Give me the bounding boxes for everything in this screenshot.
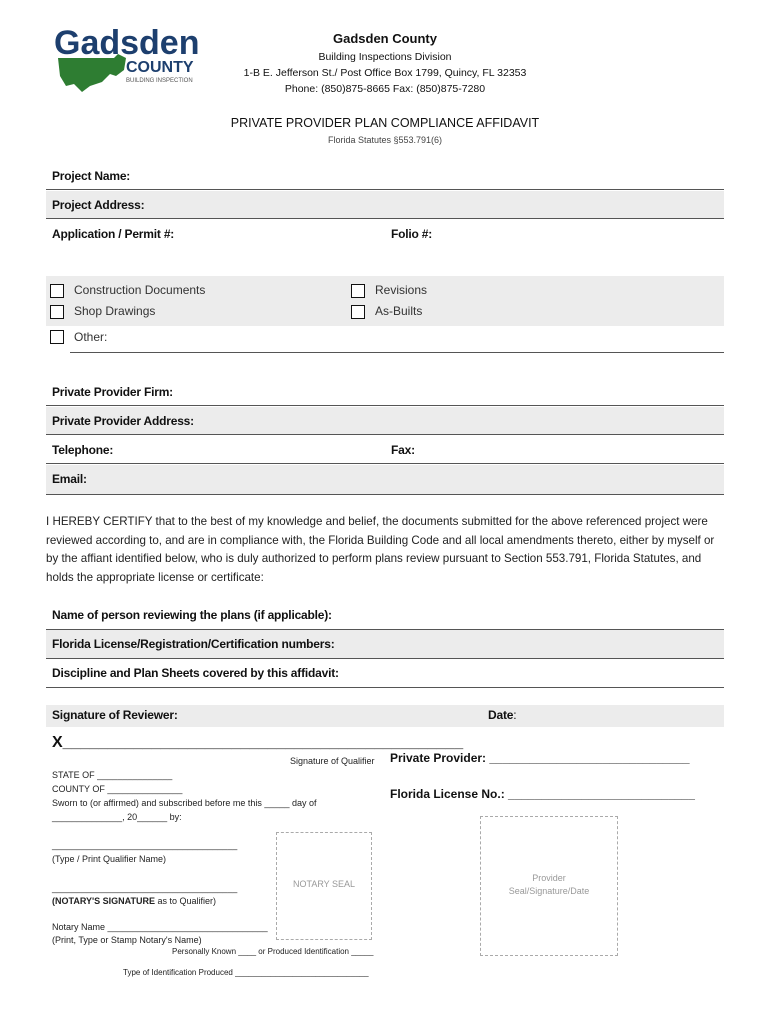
- notary-seal-box: [276, 832, 372, 940]
- project-address-row[interactable]: [46, 191, 724, 219]
- project-name-label: Project Name:: [52, 169, 131, 183]
- discipline-label: Discipline and Plan Sheets covered by this affidavit:: [52, 666, 339, 680]
- reviewer-signature-label: Signature of Reviewer:: [52, 708, 178, 722]
- telephone-fax-row[interactable]: [46, 436, 724, 464]
- sworn-date-line[interactable]: ______________, 20______ by:: [52, 812, 182, 822]
- qualifier-signature-caption: Signature of Qualifier: [290, 756, 375, 766]
- provider-firm-label: Private Provider Firm:: [52, 385, 173, 399]
- org-phone: Phone: (850)875-8665 Fax: (850)875-7280: [284, 83, 486, 95]
- logo-sub-word: BUILDING INSPECTION: [126, 78, 193, 84]
- org-name: Gadsden County: [332, 31, 437, 46]
- identification-type-line[interactable]: Type of Identification Produced ______________________________: [123, 968, 369, 977]
- project-address-label: Project Address:: [52, 198, 145, 212]
- discipline-row[interactable]: [46, 659, 724, 688]
- notary-name-caption: (Print, Type or Stamp Notary's Name): [52, 935, 202, 945]
- permit-label: Application / Permit #:: [52, 227, 175, 241]
- notary-name-line[interactable]: Notary Name ________________________________: [52, 922, 268, 932]
- reviewer-name-label: Name of person reviewing the plans (if applicable):: [52, 608, 332, 622]
- personally-known-line[interactable]: Personally Known ____ or Produced Identification _____: [172, 947, 374, 956]
- telephone-label: Telephone:: [52, 443, 114, 457]
- provider-address-row[interactable]: [46, 407, 724, 435]
- other-label: Other:: [74, 330, 108, 344]
- shop-drawings-checkbox[interactable]: [50, 305, 64, 319]
- logo-name-word: Gadsden: [54, 24, 200, 62]
- notary-signature-caption: [52, 896, 216, 906]
- as-builts-checkbox[interactable]: [351, 305, 365, 319]
- reviewer-license-row[interactable]: [46, 630, 724, 659]
- provider-seal-label-2: Seal/Signature/Date: [508, 886, 590, 896]
- provider-seal-box: [480, 816, 618, 956]
- sworn-statement: Sworn to (or affirmed) and subscribed before me this _____ day of: [52, 798, 317, 808]
- shop-drawings-label: Shop Drawings: [74, 304, 156, 318]
- email-label: Email:: [52, 472, 87, 486]
- email-row[interactable]: [46, 465, 724, 495]
- provider-seal-label-1: Provider: [532, 873, 566, 883]
- form-title: PRIVATE PROVIDER PLAN COMPLIANCE AFFIDAVIT: [230, 116, 540, 130]
- project-name-row[interactable]: [46, 162, 724, 190]
- reviewer-name-row[interactable]: [46, 601, 724, 630]
- county-of-line[interactable]: COUNTY OF _______________: [52, 784, 183, 794]
- revisions-label: Revisions: [375, 283, 428, 297]
- florida-license-line[interactable]: Florida License No.: ____________________________: [390, 787, 695, 801]
- provider-firm-row[interactable]: [46, 378, 724, 406]
- notary-signature-line[interactable]: _____________________________________: [52, 883, 238, 893]
- provider-address-label: Private Provider Address:: [52, 414, 194, 428]
- signature-row[interactable]: [46, 705, 724, 727]
- other-input-line[interactable]: [70, 352, 724, 353]
- revisions-checkbox[interactable]: [351, 284, 365, 298]
- notary-signature-rest: as to Qualifier): [154, 896, 217, 906]
- state-of-line[interactable]: STATE OF _______________: [52, 770, 173, 780]
- private-provider-line[interactable]: Private Provider: ______________________________: [390, 751, 690, 765]
- reviewer-license-label: Florida License/Registration/Certification numbers:: [52, 637, 335, 651]
- logo-county-word: COUNTY: [126, 59, 194, 76]
- construction-documents-label: Construction Documents: [74, 283, 206, 297]
- type-print-qualifier-caption: (Type / Print Qualifier Name): [52, 854, 167, 864]
- folio-label: Folio #:: [391, 227, 433, 241]
- date-label-colon: :: [513, 708, 517, 722]
- as-builts-label: As-Builts: [375, 304, 423, 318]
- division-name: Building Inspections Division: [318, 51, 452, 63]
- permit-row[interactable]: [46, 220, 724, 250]
- notary-signature-bold: (NOTARY'S SIGNATURE: [52, 896, 155, 906]
- certification-text: I HEREBY CERTIFY that to the best of my knowledge and belief, the documents submitted for the above referenced project were reviewed according to, and are in compliance with, the Florida Building Code and all local amendments thereto, either by myself or by the affiant identified below, who is duly authorized to perform plans review pursuant to Section 553.791, Florida Statutes, and holds the appropriate license or certificate:: [46, 515, 715, 584]
- other-checkbox[interactable]: [50, 330, 64, 344]
- qualifier-signature-line[interactable]: X_____________________________________________: [52, 734, 464, 751]
- date-label-text: Date: [488, 708, 514, 722]
- fax-label: Fax:: [391, 443, 415, 457]
- org-address: 1-B E. Jefferson St./ Post Office Box 1799, Quincy, FL 32353: [243, 67, 527, 79]
- qualifier-name-line[interactable]: _____________________________________: [52, 840, 238, 850]
- construction-documents-checkbox[interactable]: [50, 284, 64, 298]
- date-label: [488, 708, 516, 722]
- statute-reference: Florida Statutes §553.791(6): [327, 135, 443, 145]
- notary-seal-label: NOTARY SEAL: [292, 879, 356, 889]
